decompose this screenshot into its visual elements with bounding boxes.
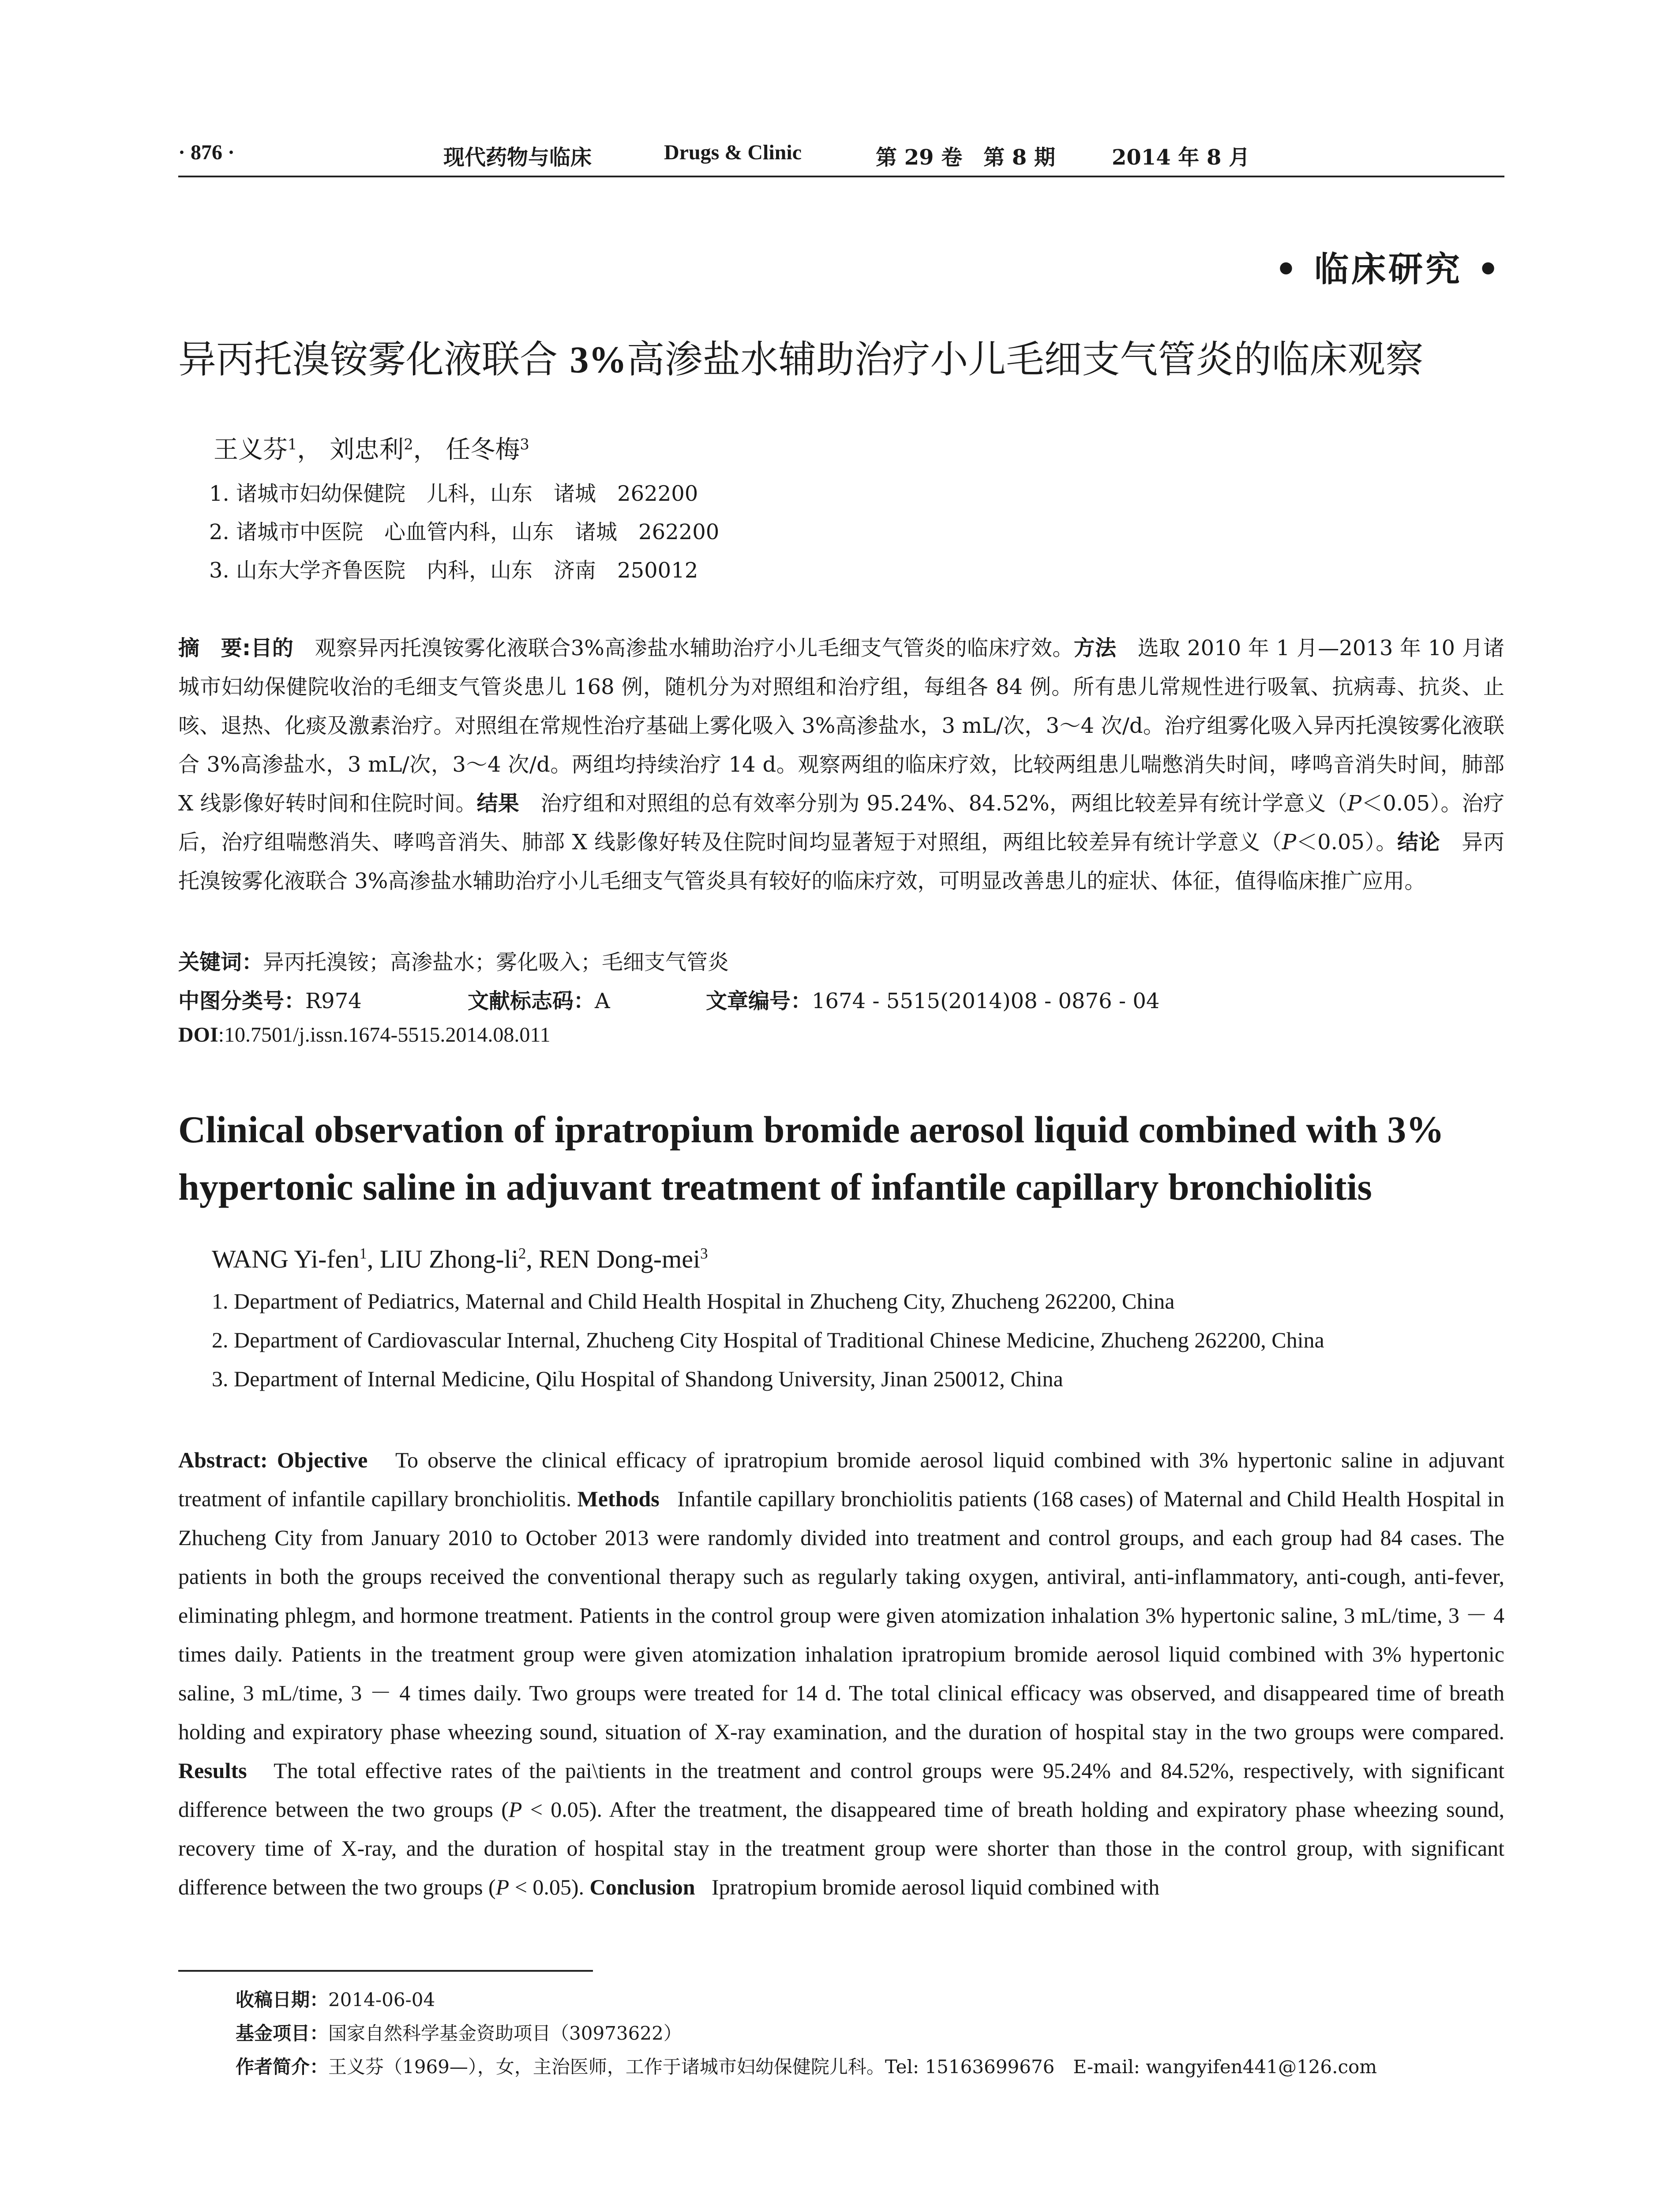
en-affiliation: 2. Department of Cardiovascular Internal, Zhucheng City Hospital of Traditional Chinese Medicine, Zhucheng 262200, China (212, 1328, 1324, 1352)
en-authors: WANG Yi-fen$^1$, LIU Zhong-$li^2$, REN Dong-mei$^3$ (212, 1245, 708, 1273)
en-abstract: Abstract: Objective To observe the clinical efficacy of ipratropium bromide aerosol liquid combined with 3% hypertonic saline in adjuvant treatment of infantile capillary bronchiolitis. Methods Infantile capillary bronchiolitis patients (168 cases) of Maternal and Child Health Hospital in Zhucheng City from January 2010 to October 2013 were randomly divided into treatment and control groups, and each group had 84 cases. The patients in both the groups received the conventional therapy such as regularly taking oxygen, antiviral, anti-inflammatory, anti-cough, anti-fever, eliminating phlegm, and hormone treatment. Patients in the control group were given atomization inhalation 3% hypertonic saline, 3 mL/time, 3 － 4 times daily. Patients in the treatment group were given atomization inhalation ipratropium bromide aerosol liquid combined with 3% hypertonic saline, 3 mL/time, 3 － 4 times daily. Two groups were treated for 14 d. The total clinical efficacy was observed, and disappeared time of breath holding and expiratory phase wheezing sound, situation of X-ray examination, and the duration of hospital stay in the two groups were compared. Results The total effective rates of the pai\tients in the treatment and control groups were 95.24% and 84.52%, respectively, with significant difference between the two groups (P < 0.05). After the treatment, the disappeared time of breath holding and expiratory phase wheezing sound, recovery time of X-ray, and the duration of hospital stay in the treatment group were shorter than those in the control group, with significant difference between the two groups (P < 0.05). Conclusion Ipratropium bromide aerosol liquid combined with (178, 1448, 1505, 1899)
footnote-rule (178, 1970, 593, 1972)
journal-name-cn: 现代药物与临床 (443, 145, 592, 170)
page-number: · 876 · (178, 141, 235, 164)
en-title: Clinical observation of ipratropium bromide aerosol liquid combined with 3% hypertonic saline in adjuvant treatment of infantile capillary bronchiolitis (178, 1108, 1444, 1208)
en-affiliation: 1. Department of Pediatrics, Maternal and Child Health Hospital in Zhucheng City, Zhucheng 262200, China (212, 1289, 1175, 1313)
en-affiliation: 3. Department of Internal Medicine, Qilu Hospital of Shandong University, Jinan 250012, China (212, 1366, 1063, 1391)
issue-date: 2014 年 8 月 (1112, 145, 1250, 170)
volume-issue: 第 29 卷 第 8 期 (876, 145, 1056, 170)
header-rule (178, 176, 1504, 177)
cn-classification: 中图分类号：R974 文献标志码：A 文章编号：1674 - 5515(2014)08 - 0876 - 04 (178, 989, 1160, 1013)
journal-name-en: Drugs & Clinic (664, 141, 802, 164)
footnote-author: 作者简介：王义芬（1969—），女，主治医师，工作于诸城市妇幼保健院儿科。Tel: 15163699676 E-mail: wangyifen441@126.com (236, 2056, 1377, 2078)
cn-affiliation: 1. 诸城市妇幼保健院 儿科，山东 诸城 262200 (209, 481, 698, 506)
footnote-received: 收稿日期：2014-06-04 (236, 1989, 435, 2011)
cn-authors: 王义芬$^1$， 刘忠利$^2$， 任冬梅$^3$ (214, 435, 529, 464)
section-tag: • 临床研究 • (1275, 249, 1502, 289)
cn-affiliation: 2. 诸城市中医院 心血管内科，山东 诸城 262200 (209, 520, 720, 544)
doi: DOI:10.7501/j.issn.1674-5515.2014.08.011 (178, 1023, 551, 1047)
cn-abstract: 摘 要:目的 观察异丙托溴铵雾化液联合3%高渗盐水辅助治疗小儿毛细支气管炎的临床疗效。方法 选取 2010 年 1 月—2013 年 10 月诸城市妇幼保健院收治的毛细支气管炎患儿 168 例，随机分为对照组和治疗组，每组各 84 例。所有患儿常规性进行吸氧、抗病毒、抗炎、止咳、退热、化痰及激素治疗。对照组在常规性治疗基础上雾化吸入 3%高渗盐水，3 mL/次，3～4 次/d。治疗组雾化吸入异丙托溴铵雾化液联合 3%高渗盐水，3 mL/次，3～4 次/d。两组均持续治疗 14 d。观察两组的临床疗效，比较两组患儿喘憋消失时间，哮鸣音消失时间，肺部 X 线影像好转时间和住院时间。结果 治疗组和对照组的总有效率分别为 95.24%、84.52%，两组比较差异有统计学意义（P＜0.05）。治疗后，治疗组喘憋消失、哮鸣音消失、肺部 X 线影像好转及住院时间均显著短于对照组，两组比较差异有统计学意义（P＜0.05）。结论 异丙托溴铵雾化液联合 3%高渗盐水辅助治疗小儿毛细支气管炎具有较好的临床疗效，可明显改善患儿的症状、体征，值得临床推广应用。 (178, 636, 1504, 893)
cn-affiliation: 3. 山东大学齐鲁医院 内科，山东 济南 250012 (209, 558, 698, 583)
cn-keywords: 关键词：异丙托溴铵；高渗盐水；雾化吸入；毛细支气管炎 (178, 950, 729, 975)
footnote-funding: 基金项目：国家自然科学基金资助项目（30973622） (236, 2022, 682, 2044)
cn-title: 异丙托溴铵雾化液联合 3%高渗盐水辅助治疗小儿毛细支气管炎的临床观察 (178, 338, 1424, 382)
